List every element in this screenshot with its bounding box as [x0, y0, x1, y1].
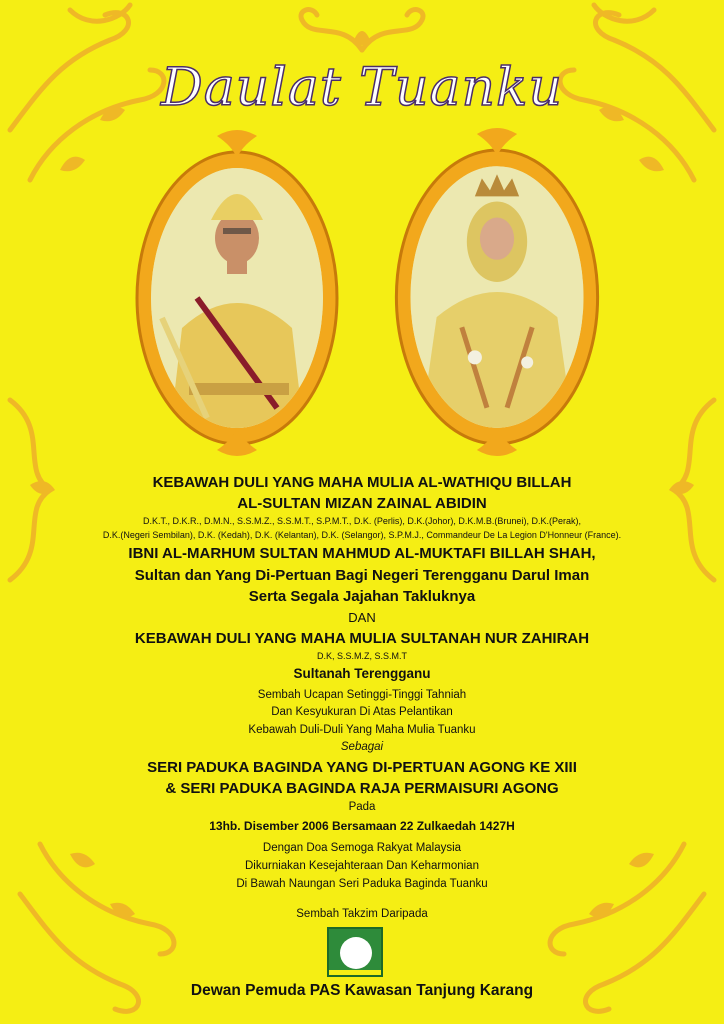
text-pada: Pada — [348, 801, 376, 813]
text-line-5: Serta Segala Jajahan Takluknya — [248, 588, 476, 605]
text-line-14: Dikurniakan Kesejahteraan Dan Keharmonian — [245, 860, 479, 872]
pas-logo — [327, 927, 383, 977]
text-line-15: Di Bawah Naungan Seri Paduka Baginda Tuanku — [236, 878, 488, 890]
text-line-7: Sultanah Terengganu — [293, 666, 431, 681]
honours-line-1: D.K.T., D.K.R., D.M.N., S.S.M.Z., S.S.M.T., S.P.M.T., D.K. (Perlis), D.K.(Johor), D.K.M.B.(Brunei), D.K.(Perak), — [143, 516, 581, 526]
sultanah-portrait — [386, 126, 607, 458]
text-line-9: Dan Kesyukuran Di Atas Pelantikan — [271, 706, 453, 718]
poster-title: Daulat Tuanku — [161, 58, 563, 118]
ornament-top-center — [282, 0, 442, 60]
text-line-4: Sultan dan Yang Di-Pertuan Bagi Negeri Terengganu Darul Iman — [134, 567, 590, 584]
sultan-portrait-frame — [127, 128, 347, 458]
text-line-2: AL-SULTAN MIZAN ZAINAL ABIDIN — [237, 495, 487, 512]
text-line-8: Sembah Ucapan Setinggi-Tinggi Tahniah — [257, 689, 467, 701]
text-line-13: Dengan Doa Semoga Rakyat Malaysia — [262, 842, 462, 854]
sultan-portrait — [127, 128, 347, 458]
text-closing: Sembah Takzim Daripada — [296, 908, 428, 920]
text-line-12: & SERI PADUKA BAGINDA RAJA PERMAISURI AGONG — [165, 780, 559, 797]
moon-icon — [340, 937, 372, 969]
text-line-6: KEBAWAH DULI YANG MAHA MULIA SULTANAH NUR ZAHIRAH — [134, 630, 590, 647]
text-dan: DAN — [348, 610, 376, 625]
text-date: 13hb. Disember 2006 Bersamaan 22 Zulkaedah 1427H — [209, 819, 515, 833]
text-line-11: SERI PADUKA BAGINDA YANG DI-PERTUAN AGONG KE XIII — [147, 759, 577, 776]
honours-line-2: D.K.(Negeri Sembilan), D.K. (Kedah), D.K. (Kelantan), D.K. (Selangor), S.P.M.J., Commandeur De La Legion D'Honneur (France). — [102, 530, 622, 540]
sultanah-portrait-frame — [386, 126, 608, 458]
honours-line-3: D.K, S.S.M.Z, S.S.M.T — [316, 651, 407, 661]
footer-organisation: Dewan Pemuda PAS Kawasan Tanjung Karang — [190, 982, 534, 999]
text-line-10: Kebawah Duli-Duli Yang Maha Mulia Tuanku — [248, 724, 476, 736]
text-line-3: IBNI AL-MARHUM SULTAN MAHMUD AL-MUKTAFI BILLAH SHAH, — [128, 545, 596, 562]
text-sebagai: Sebagai — [340, 741, 384, 753]
text-line-1: KEBAWAH DULI YANG MAHA MULIA AL-WATHIQU BILLAH — [152, 474, 572, 491]
